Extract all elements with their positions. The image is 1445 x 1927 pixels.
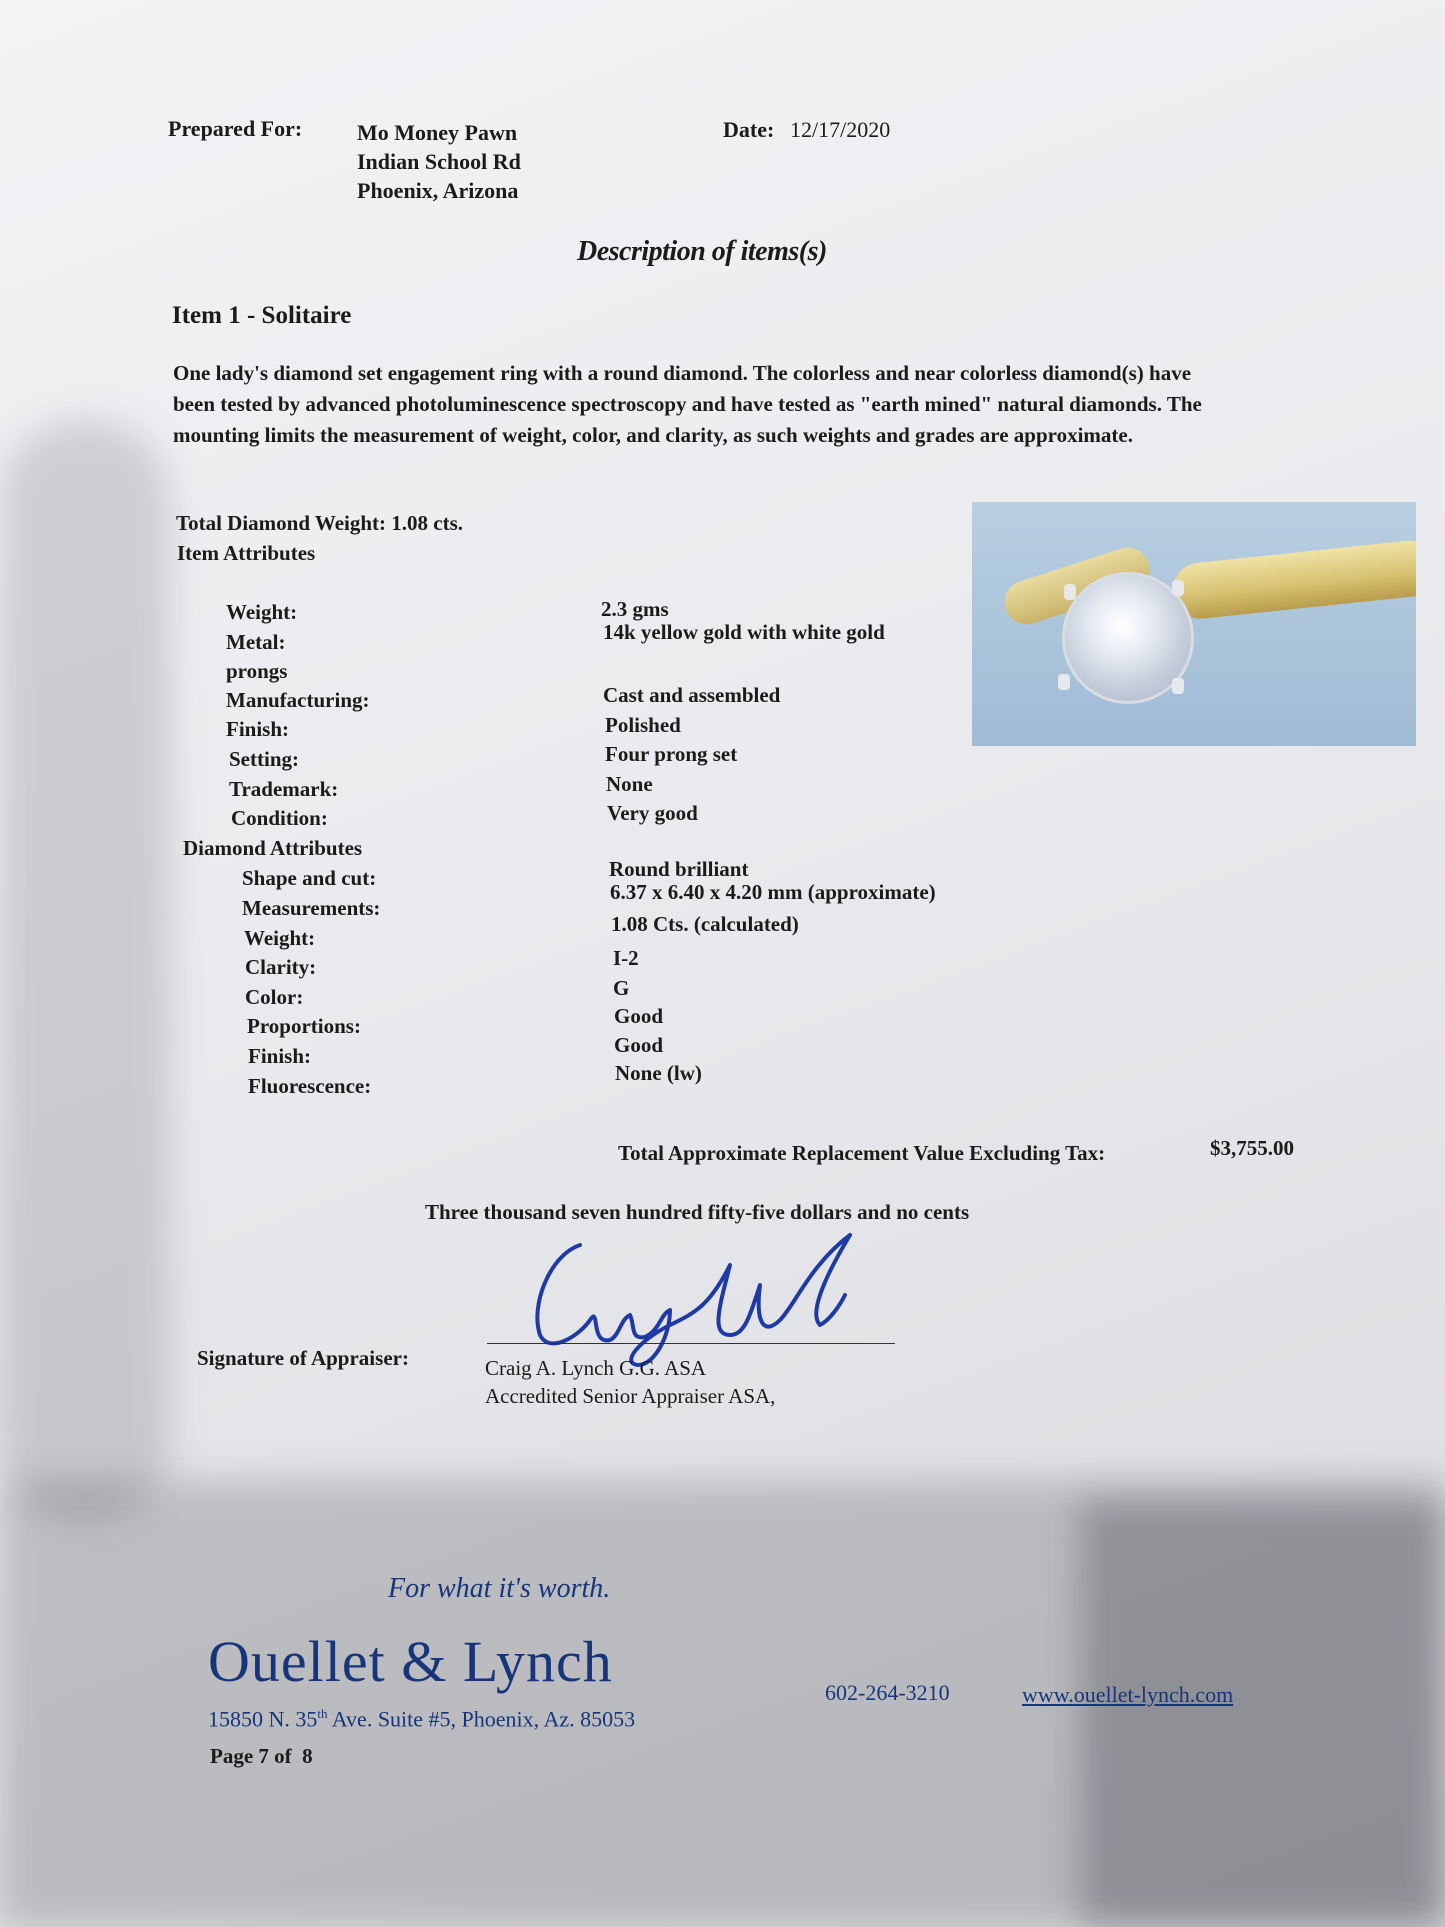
appraiser-title: Accredited Senior Appraiser ASA, [485, 1384, 776, 1408]
attr-value: None (lw) [615, 1061, 702, 1085]
attr-value: Polished [605, 713, 681, 737]
appraiser-name: Craig A. Lynch G.G. ASA [485, 1356, 707, 1380]
page-total: 8 [302, 1744, 313, 1768]
ring-photo [972, 502, 1416, 746]
date-label: Date: [723, 117, 775, 142]
attr-value: None [606, 772, 653, 796]
item-heading: Item 1 - Solitaire [172, 302, 352, 329]
attr-value: Very good [607, 801, 698, 825]
attr-value: Round brilliant [609, 857, 749, 881]
attr-value: Good [614, 1033, 664, 1057]
shadow-left [0, 420, 170, 1520]
diamond-attributes-heading: Diamond Attributes [183, 836, 363, 860]
client-name: Mo Money Pawn [357, 120, 518, 145]
attr-label: Trademark: [229, 777, 339, 801]
attr-label: Manufacturing: [226, 688, 370, 712]
attr-label: Color: [245, 985, 304, 1009]
attr-label: Finish: [248, 1044, 312, 1068]
replacement-value-label: Total Approximate Replacement Value Excluding Tax: [618, 1141, 1106, 1165]
company-address [208, 1706, 635, 1732]
attr-label: Condition: [231, 806, 328, 830]
replacement-value-amount: $3,755.00 [1210, 1136, 1294, 1160]
attr-value: Four prong set [605, 742, 738, 766]
attr-label: Fluorescence: [248, 1074, 372, 1098]
attr-value: G [613, 976, 630, 1000]
page-label: Page 7 of [210, 1744, 292, 1768]
attr-value: I-2 [613, 946, 639, 970]
company-website-link[interactable]: www.ouellet-lynch.com [1022, 1682, 1234, 1707]
attr-value: 2.3 gms [601, 597, 669, 621]
address-sup: th [317, 1706, 328, 1721]
company-logo: Ouellet & Lynch [208, 1629, 613, 1694]
attr-label: Weight: [244, 926, 316, 950]
section-title: Description of items(s) [577, 236, 827, 267]
signature-label: Signature of Appraiser: [197, 1346, 409, 1370]
attr-label: Weight: [226, 600, 298, 624]
client-city: Phoenix, Arizona [357, 178, 519, 203]
prong [1064, 584, 1076, 600]
attr-value: Good [614, 1004, 664, 1028]
attr-value: 6.37 x 6.40 x 4.20 mm (approximate) [610, 880, 936, 904]
prong [1058, 674, 1070, 690]
shadow-right [1080, 1500, 1445, 1927]
ring-band-right [1170, 539, 1416, 622]
signature-line [487, 1343, 895, 1344]
attr-value: 14k yellow gold with white gold [603, 620, 885, 644]
attr-label: Measurements: [242, 896, 381, 920]
attr-value: 1.08 Cts. (calculated) [611, 912, 799, 936]
attr-label: Shape and cut: [242, 866, 377, 890]
value-in-words: Three thousand seven hundred fifty-five dollars and no cents [425, 1200, 970, 1224]
page-number [210, 1744, 313, 1769]
item-description: One lady's diamond set engagement ring with a round diamond. The colorless and near colorless diamond(s) have been tested by advanced photoluminescence spectroscopy and have tested as "earth mined" natural diamonds. The mounting limits the measurement of weight, color, and clarity, as such weights and grades are approximate. [173, 361, 1202, 447]
total-diamond-weight: Total Diamond Weight: 1.08 cts. [176, 511, 464, 535]
prepared-for-label: Prepared For: [168, 116, 303, 141]
item-attributes-heading: Item Attributes [177, 541, 316, 565]
client-street: Indian School Rd [357, 149, 521, 174]
tagline: For what it's worth. [388, 1573, 611, 1604]
address-prefix: 15850 N. 35 [208, 1706, 318, 1732]
handwritten-signature [520, 1225, 880, 1375]
attr-label: Finish: [226, 717, 290, 741]
attr-value: Cast and assembled [603, 683, 781, 707]
attr-label: Clarity: [245, 955, 317, 979]
address-suffix: Ave. Suite #5, Phoenix, Az. 85053 [327, 1706, 636, 1732]
prong [1172, 678, 1184, 694]
attr-label: prongs [226, 659, 288, 683]
attr-label: Setting: [229, 747, 299, 771]
attr-label: Proportions: [247, 1014, 361, 1038]
prong [1172, 580, 1184, 596]
attr-label: Metal: [226, 630, 286, 654]
company-phone: 602-264-3210 [825, 1680, 950, 1705]
date-value: 12/17/2020 [790, 117, 891, 142]
